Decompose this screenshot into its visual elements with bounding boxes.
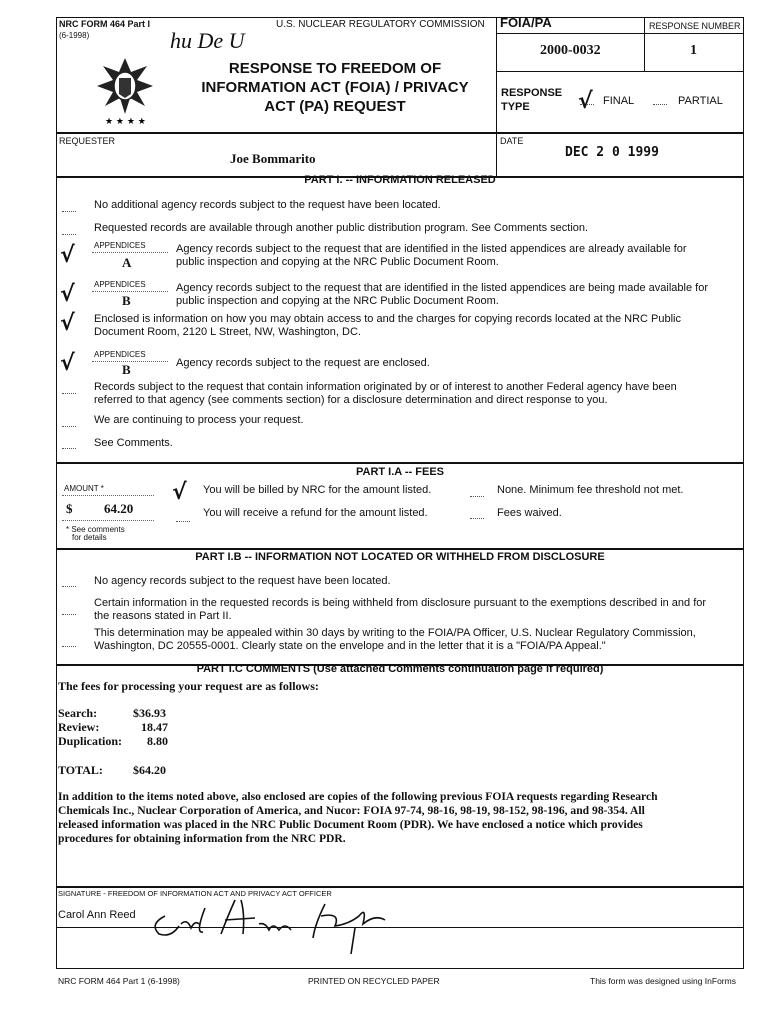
signature-label: SIGNATURE - FREEDOM OF INFORMATION ACT AND PRIVACY ACT OFFICER bbox=[58, 889, 332, 898]
fee-search-label: Search: bbox=[58, 706, 98, 720]
form-date: (6-1998) bbox=[59, 31, 90, 40]
billed-check[interactable]: √ bbox=[172, 480, 187, 505]
agency-name: U.S. NUCLEAR REGULATORY COMMISSION bbox=[276, 19, 485, 30]
date-value: DEC 2 0 1999 bbox=[565, 145, 659, 160]
part1-item4-line2: public inspection and copying at the NRC Public Document Room. bbox=[176, 295, 499, 307]
final-check-mark[interactable]: √ bbox=[578, 89, 593, 114]
foia-row-divider bbox=[496, 71, 744, 72]
part1-item5-check[interactable]: √ bbox=[60, 311, 75, 336]
part1b-title: PART I.B -- INFORMATION NOT LOCATED OR WITHHELD FROM DISCLOSURE bbox=[195, 551, 605, 563]
fee-total-label: TOTAL: bbox=[58, 763, 103, 777]
part1-item8-checkbox[interactable] bbox=[62, 426, 76, 427]
amount-value: 64.20 bbox=[104, 501, 134, 516]
refund-checkbox[interactable] bbox=[176, 521, 190, 522]
foia-label-underline bbox=[496, 33, 744, 34]
comments-para-4: procedures for obtaining information from the NRC PDR. bbox=[58, 832, 346, 845]
svg-text:★ ★ ★ ★: ★ ★ ★ ★ bbox=[105, 117, 146, 127]
comments-intro: The fees for processing your request are as follows: bbox=[58, 679, 319, 693]
part1-item3-appendix: A bbox=[122, 255, 132, 270]
footer-form-id: NRC FORM 464 Part 1 (6-1998) bbox=[58, 976, 180, 986]
part1-item7-line1: Records subject to the request that contain information originated by or of interest to another Federal agency have been bbox=[94, 381, 677, 393]
part1-item3-line2: public inspection and copying at the NRC Public Document Room. bbox=[176, 256, 499, 268]
fees-footnote-2: for details bbox=[72, 533, 107, 542]
refund-text: You will receive a refund for the amount listed. bbox=[203, 507, 428, 519]
waived-checkbox[interactable] bbox=[470, 518, 484, 519]
part1-item4-appendices-label: APPENDICES bbox=[94, 280, 146, 289]
foia-label: FOIA/PA bbox=[500, 15, 552, 30]
part1-item9-checkbox[interactable] bbox=[62, 448, 76, 449]
form-id: NRC FORM 464 Part I bbox=[59, 19, 151, 29]
part1-item2: Requested records are available through another public distribution program. See Comments section. bbox=[94, 222, 589, 234]
part1-item2-checkbox[interactable] bbox=[62, 234, 76, 235]
amount-currency: $ bbox=[66, 501, 73, 516]
amount-label-line bbox=[62, 495, 154, 496]
response-type-label-2: TYPE bbox=[501, 101, 530, 113]
part1-item6-check[interactable]: √ bbox=[60, 351, 75, 376]
amount-label: AMOUNT * bbox=[64, 484, 104, 493]
title-line-1: RESPONSE TO FREEDOM OF bbox=[228, 60, 442, 77]
requester-label: REQUESTER bbox=[59, 136, 116, 146]
requester-name: Joe Bommarito bbox=[230, 151, 316, 166]
part1-item4-appendix: B bbox=[122, 293, 131, 308]
handwritten-signature bbox=[145, 894, 395, 956]
fee-duplication-value: 8.80 bbox=[147, 734, 168, 748]
part1b-item2-line2: the reasons stated in Part II. bbox=[94, 610, 232, 622]
part1-item1-checkbox[interactable] bbox=[62, 211, 76, 212]
none-checkbox[interactable] bbox=[470, 496, 484, 497]
part1-title: PART I. -- INFORMATION RELEASED bbox=[304, 174, 496, 186]
part1-item4-line1: Agency records subject to the request that are identified in the listed appendices are being made available for bbox=[176, 282, 708, 294]
part1-item3-line1: Agency records subject to the request that are identified in the listed appendices are already available for bbox=[176, 243, 687, 255]
billed-text: You will be billed by NRC for the amount listed. bbox=[203, 484, 432, 496]
part1b-item1: No agency records subject to the request have been located. bbox=[94, 575, 391, 587]
response-number: 1 bbox=[690, 43, 697, 58]
fee-duplication-label: Duplication: bbox=[58, 734, 123, 748]
response-type-label-1: RESPONSE bbox=[501, 87, 563, 99]
part1b-item3-checkbox[interactable] bbox=[62, 646, 76, 647]
comments-para-3: released information was placed in the NRC Public Document Room (PDR). We have enclosed a notice which provides bbox=[58, 818, 643, 831]
fee-search-value: $36.93 bbox=[133, 706, 166, 720]
fees-title: PART I.A -- FEES bbox=[356, 466, 444, 478]
comments-title: PART I.C COMMENTS (Use attached Comments continuation page if required) bbox=[196, 663, 604, 675]
fee-review-label: Review: bbox=[58, 720, 100, 734]
waived-text: Fees waived. bbox=[497, 507, 562, 519]
signature-graphic bbox=[145, 894, 395, 956]
part1-item3-appendices-label: APPENDICES bbox=[94, 241, 146, 250]
appendices-line-a bbox=[92, 252, 168, 253]
part1b-item2-checkbox[interactable] bbox=[62, 614, 76, 615]
part1-item6-appendix: B bbox=[122, 362, 131, 377]
part1-item5-line2: Document Room, 2120 L Street, NW, Washington, DC. bbox=[94, 326, 361, 338]
response-number-label: RESPONSE NUMBER bbox=[649, 21, 741, 31]
part1-item8: We are continuing to process your request. bbox=[94, 414, 304, 426]
seal-graphic bbox=[75, 38, 175, 134]
footer-recycled: PRINTED ON RECYCLED PAPER bbox=[308, 976, 440, 986]
part1-item7-checkbox[interactable] bbox=[62, 393, 76, 394]
part1-item6-appendices-label: APPENDICES bbox=[94, 350, 146, 359]
fees-footnote-1: * See comments bbox=[66, 525, 125, 534]
foia-number: 2000-0032 bbox=[540, 43, 601, 58]
part1-item4-check[interactable]: √ bbox=[60, 282, 75, 307]
part1b-item3-line2: Washington, DC 20555-0001. Clearly state on the envelope and in the letter that it is a "FOIA/PA Appeal." bbox=[94, 640, 606, 652]
part1b-item3-line1: This determination may be appealed within 30 days by writing to the FOIA/PA Officer, U.S. Nuclear Regulatory Commission, bbox=[94, 627, 696, 639]
appendices-line-b bbox=[92, 291, 168, 292]
part1-item7-line2: referred to that agency (see comments section) for a disclosure determination and direct response to you. bbox=[94, 394, 608, 406]
comments-para-1: In addition to the items noted above, also enclosed are copies of the following previous FOIA requests regarding Research bbox=[58, 790, 658, 803]
handwritten-note: hu De U bbox=[170, 28, 245, 53]
partial-checkbox-line[interactable] bbox=[653, 104, 667, 105]
title-line-2: INFORMATION ACT (FOIA) / PRIVACY bbox=[201, 79, 469, 96]
response-number-divider bbox=[644, 17, 645, 71]
final-label: FINAL bbox=[603, 95, 635, 107]
part1-item5-line1: Enclosed is information on how you may obtain access to and the charges for copying records located at the NRC Public bbox=[94, 313, 681, 325]
title-line-3: ACT (PA) REQUEST bbox=[264, 98, 406, 115]
part1-item3-check[interactable]: √ bbox=[60, 243, 75, 268]
part1b-item2-line1: Certain information in the requested records is being withheld from disclosure pursuant to the exemptions described in and for bbox=[94, 597, 707, 609]
comments-para-2: Chemicals Inc., Nuclear Corporation of America, and Nucor: FOIA 97-74, 98-16, 98-19, 98-152, 98-196, and 98-354. All bbox=[58, 804, 645, 817]
signature-name: Carol Ann Reed bbox=[58, 909, 136, 921]
footer-designed: This form was designed using InForms bbox=[590, 976, 736, 986]
fee-total-value: $64.20 bbox=[133, 763, 166, 777]
none-text: None. Minimum fee threshold not met. bbox=[497, 484, 684, 496]
part1b-item1-checkbox[interactable] bbox=[62, 586, 76, 587]
part1-item9: See Comments. bbox=[94, 437, 173, 449]
partial-label: PARTIAL bbox=[678, 95, 723, 107]
date-label: DATE bbox=[500, 136, 524, 146]
part1-item1: No additional agency records subject to the request have been located. bbox=[94, 199, 441, 211]
part1-item6: Agency records subject to the request are enclosed. bbox=[176, 357, 430, 369]
nrc-seal bbox=[75, 38, 175, 134]
fee-review-value: 18.47 bbox=[141, 720, 168, 734]
amount-value-line bbox=[62, 520, 154, 521]
